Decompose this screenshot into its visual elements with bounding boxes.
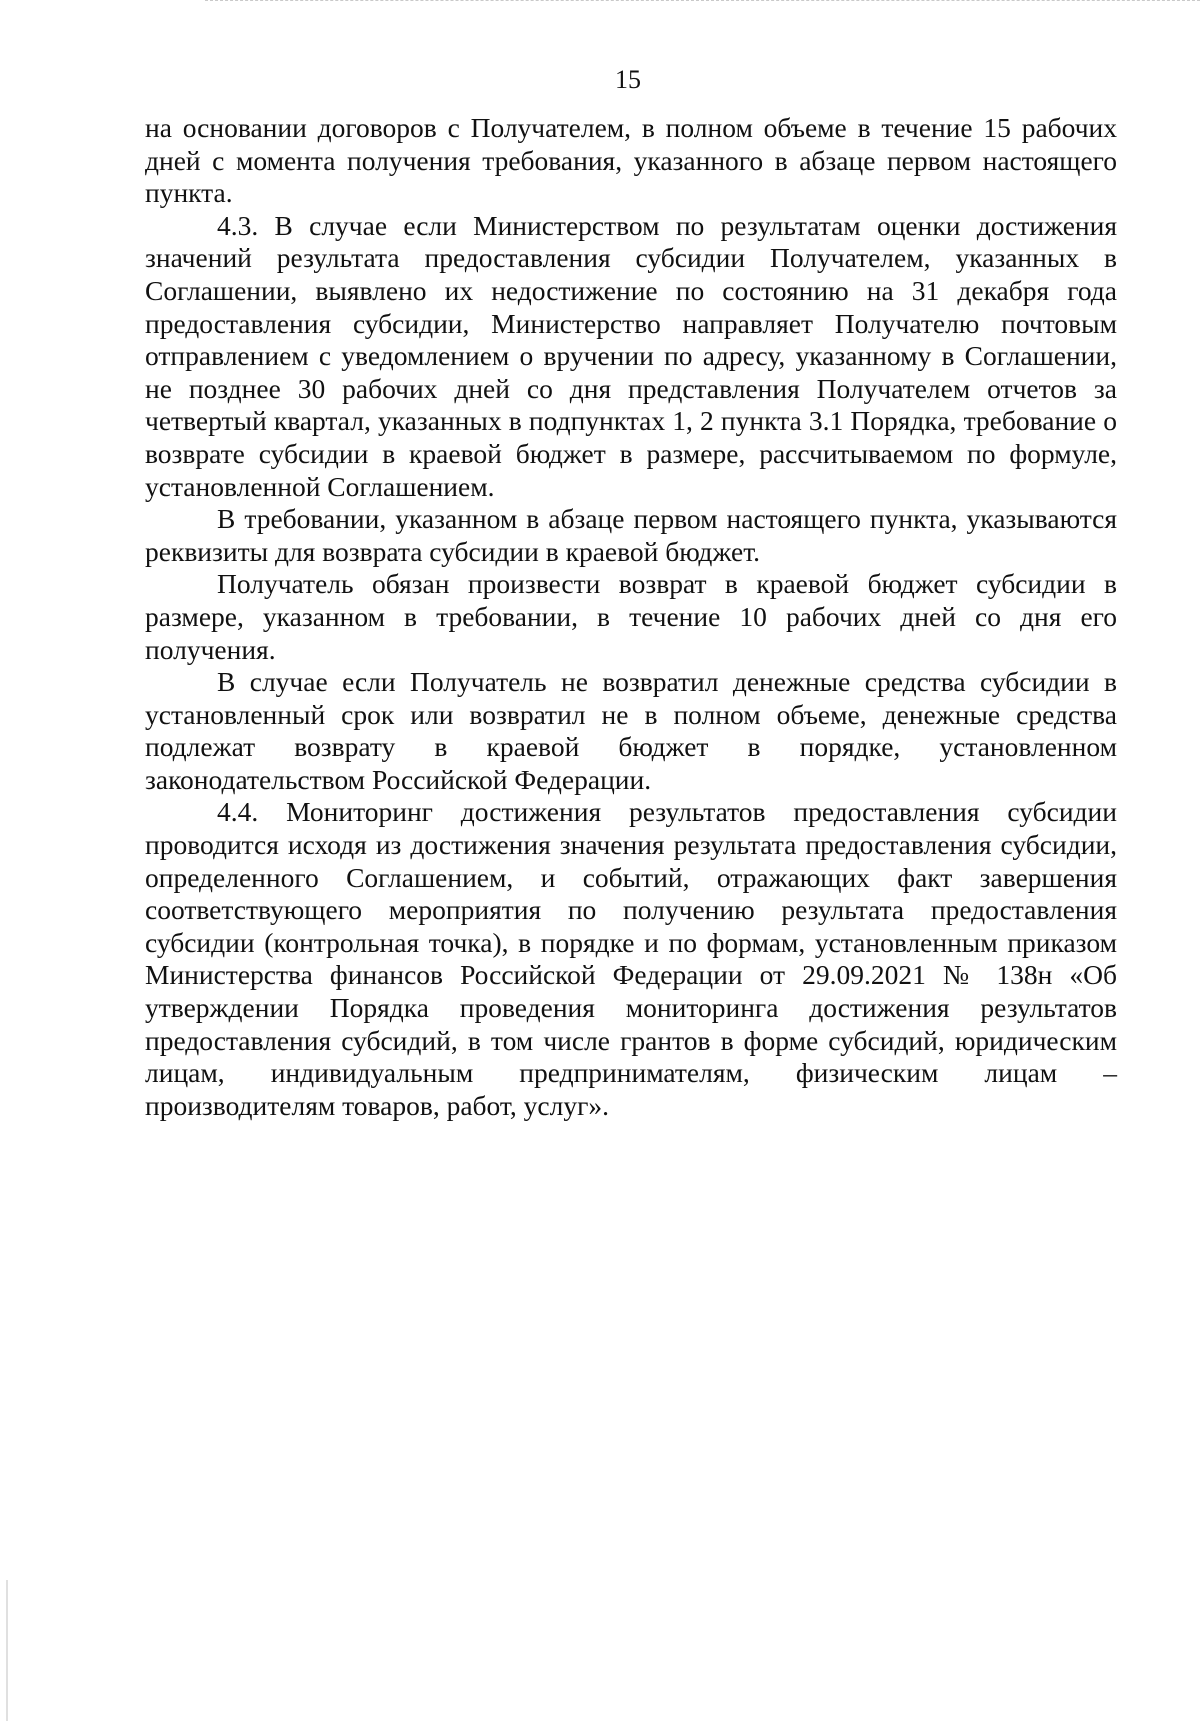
scan-top-edge xyxy=(205,0,1200,1)
paragraph-4-3: 4.3. В случае если Министерством по результатам оценки достижения значений результата предоставления субсидии Получателем, указанных в Соглашении, выявлено их недостижение по состоянию на 31 декабря года предоставления субсидии, Министерство направляет Получателю почтовым отправлением с уведомлением о вручении по адресу, указанному в Соглашении, не позднее 30 рабочих дней со дня представления Получателем отчетов за четвертый квартал, указанных в подпунктах 1, 2 пункта 3.1 Порядка, требование о возврате субсидии в краевой бюджет в размере, рассчитываемом по формуле, установленной Соглашением. xyxy=(145,209,1117,502)
paragraph-non-return: В случае если Получатель не возвратил денежные средства субсидии в установленный срок или возвратил не в полном объеме, денежные средства подлежат возврату в краевой бюджет в порядке, установленном законодательством Российской Федерации. xyxy=(145,666,1117,795)
document-body xyxy=(145,112,1117,1122)
paragraph-requisites: В требовании, указанном в абзаце первом настоящего пункта, указываются реквизиты для возврата субсидии в краевой бюджет. xyxy=(145,503,1117,567)
page-number: 15 xyxy=(615,65,641,94)
scan-left-edge xyxy=(6,1580,8,1721)
paragraph-return-obligation: Получатель обязан произвести возврат в краевой бюджет субсидии в размере, указанном в требовании, в течение 10 рабочих дней со дня его получения. xyxy=(145,568,1117,665)
paragraph-continuation: на основании договоров с Получателем, в полном объеме в течение 15 рабочих дней с момента получения требования, указанного в абзаце первом настоящего пункта. xyxy=(145,112,1117,209)
paragraph-4-4: 4.4. Мониторинг достижения результатов предоставления субсидии проводится исходя из достижения значения результата предоставления субсидии, определенного Соглашением, и событий, отражающих факт завершения соответствующего мероприятия по получению результата предоставления субсидии (контрольная точка), в порядке и по формам, установленным приказом Министерства финансов Российской Федерации от 29.09.2021 № 138н «Об утверждении Порядка проведения мониторинга достижения результатов предоставления субсидий, в том числе грантов в форме субсидий, юридическим лицам, индивидуальным предпринимателям, физическим лицам – производителям товаров, работ, услуг». xyxy=(145,796,1117,1121)
